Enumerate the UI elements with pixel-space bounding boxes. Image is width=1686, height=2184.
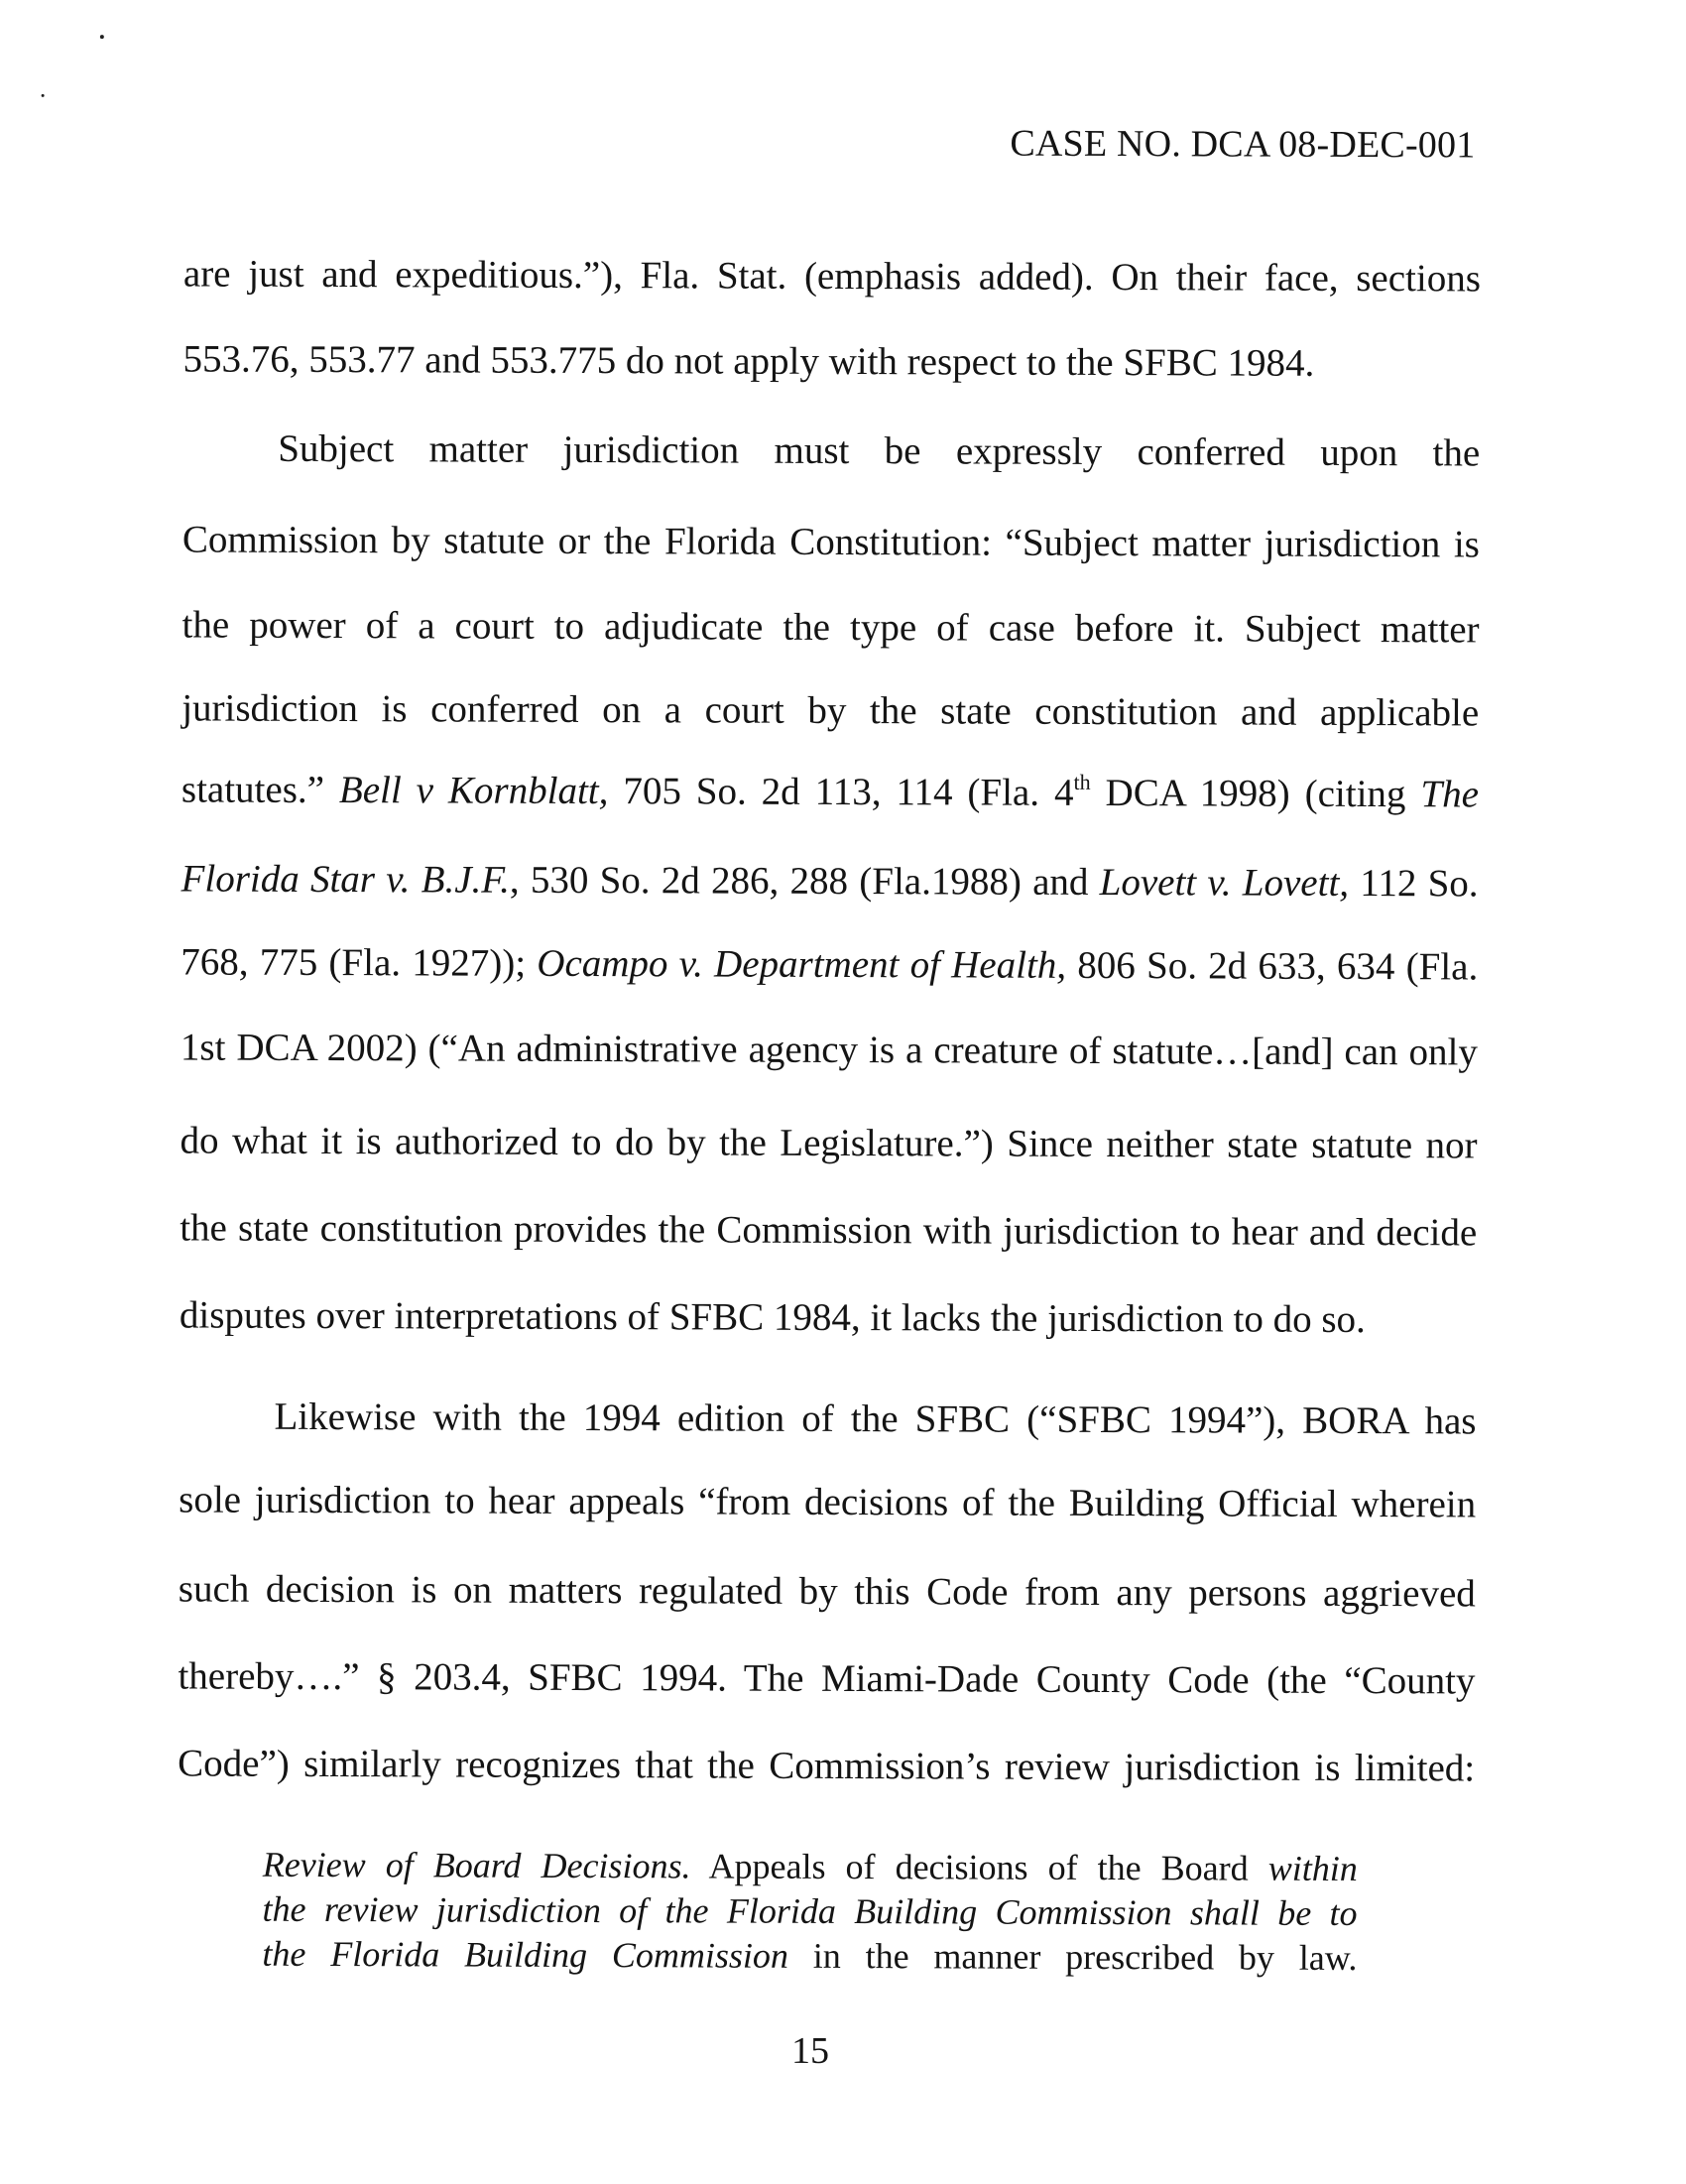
body-line: 1st DCA 2002) (“An administrative agency is a creature of statute…[and] can only [180, 1026, 1479, 1074]
case-citation: Florida Star v. B.J.F. [181, 857, 510, 902]
citation-line: Florida Star v. B.J.F., 530 So. 2d 286, 288 (Fla.1988) and Lovett v. Lovett, 112 So. [181, 857, 1479, 906]
ordinal-superscript: th [1073, 769, 1091, 794]
body-line: Code”) similarly recognizes that the Commission’s review jurisdiction is limited: [178, 1742, 1476, 1790]
case-citation: The [1420, 773, 1480, 816]
scan-speck [100, 35, 104, 39]
case-citation: Ocampo v. Department of Health, [537, 941, 1067, 987]
citation-line: statutes.” Bell v Kornblatt, 705 So. 2d 113, 114 (Fla. 4th DCA 1998) (citing The [181, 768, 1480, 816]
body-line: jurisdiction is conferred on a court by the state constitution and applicable [181, 686, 1480, 735]
case-citation: Bell v Kornblatt, [338, 769, 609, 813]
paragraph-first-line: Subject matter jurisdiction must be expressly conferred upon the [278, 426, 1481, 475]
case-citation: Lovett v. Lovett, [1099, 861, 1350, 905]
body-line: the power of a court to adjudicate the type of case before it. Subject matter [181, 603, 1480, 652]
body-line: are just and expeditious.”), Fla. Stat. (emphasis added). On their face, sections [182, 252, 1482, 301]
body-line: Commission by statute or the Florida Constitution: “Subject matter jurisdiction is [181, 518, 1480, 566]
quote-line: the review jurisdiction of the Florida Building Commission shall be to [262, 1888, 1358, 1934]
body-line: the state constitution provides the Commission with jurisdiction to hear and decide [180, 1206, 1478, 1255]
paragraph-first-line: Likewise with the 1994 edition of the SFBC (“SFBC 1994”), BORA has [274, 1395, 1477, 1443]
body-line: sole jurisdiction to hear appeals “from decisions of the Building Official wherein [179, 1478, 1477, 1526]
citation-line: 768, 775 (Fla. 1927)); Ocampo v. Department of Health, 806 So. 2d 633, 634 (Fla. [181, 940, 1479, 989]
case-number-header: CASE NO. DCA 08-DEC-001 [1010, 122, 1476, 167]
quote-line: Review of Board Decisions. Appeals of decisions of the Board within [262, 1844, 1358, 1889]
quote-heading: Review of Board Decisions. [262, 1844, 691, 1886]
quote-line: the Florida Building Commission in the manner prescribed by law. [262, 1933, 1358, 1979]
block-quote [262, 1843, 1358, 1981]
page-number: 15 [790, 2029, 830, 2072]
body-line: such decision is on matters regulated by this Code from any persons aggrieved [178, 1567, 1476, 1616]
body-line: do what it is authorized to do by the Legislature.”) Since neither state statute nor [180, 1119, 1478, 1167]
scan-speck [42, 94, 45, 97]
body-line: 553.76, 553.77 and 553.775 do not apply with respect to the SFBC 1984. [182, 337, 1315, 385]
body-line: thereby….” § 203.4, SFBC 1994. The Miami-Dade County Code (the “County [178, 1654, 1476, 1703]
body-line: disputes over interpretations of SFBC 1984, it lacks the jurisdiction to do so. [179, 1293, 1366, 1342]
